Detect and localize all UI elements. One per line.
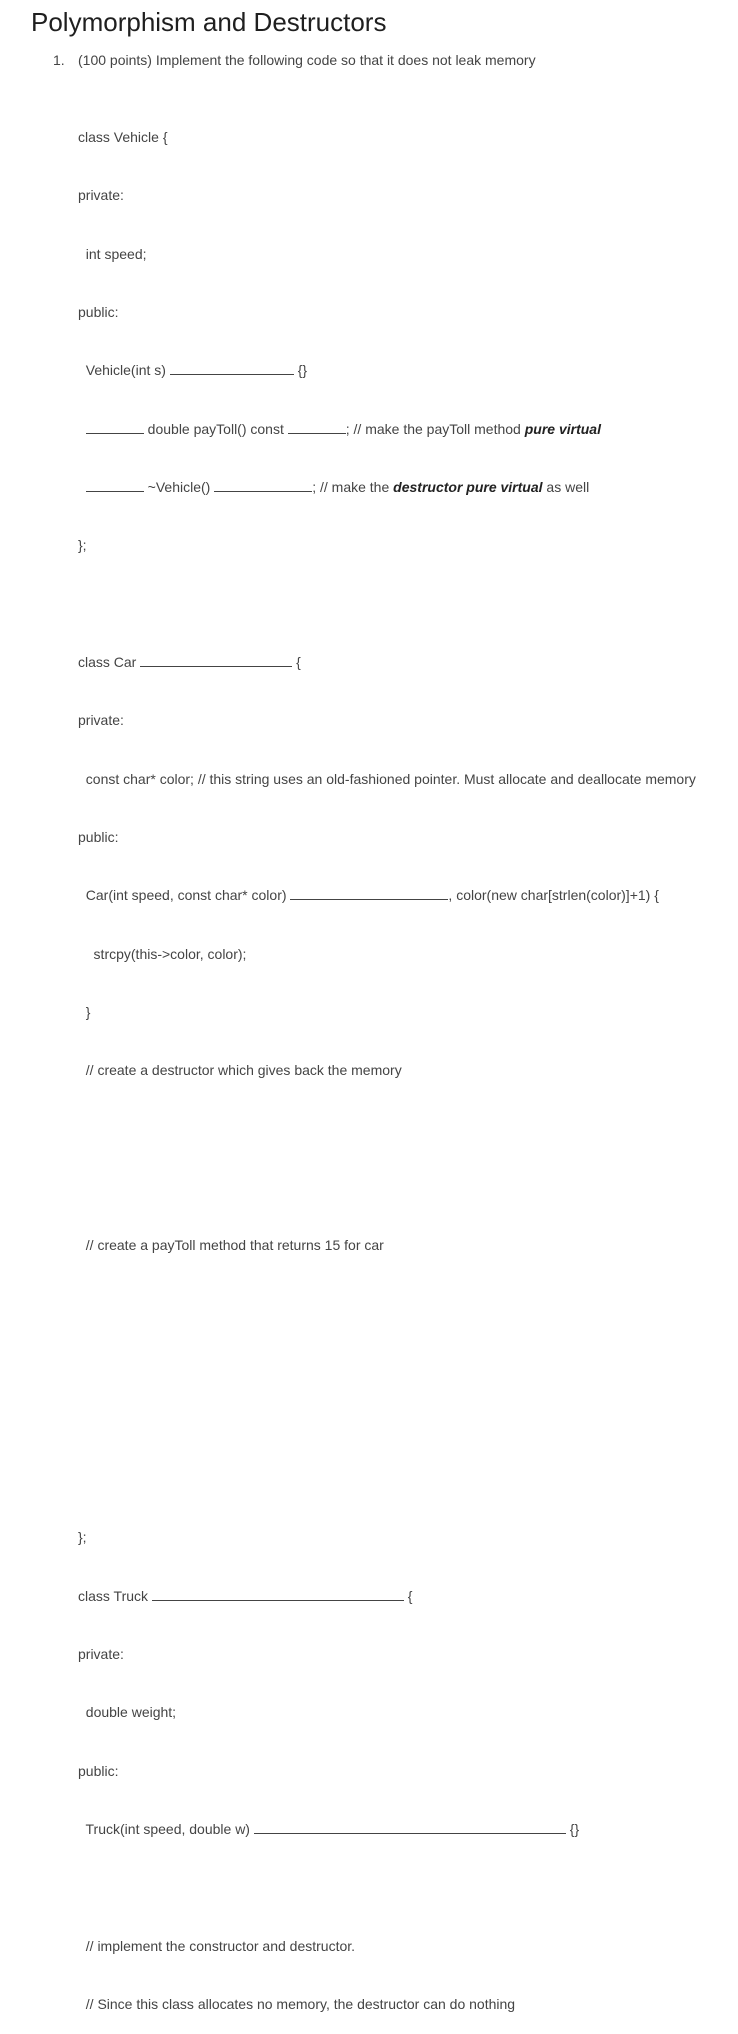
code-line: private: bbox=[78, 712, 124, 729]
code-line-empty bbox=[78, 1411, 696, 1430]
code-line bbox=[78, 1587, 696, 1606]
code-line: class Vehicle { bbox=[78, 128, 168, 145]
code-line: int speed; bbox=[78, 245, 147, 262]
code-text: , color(new char[strlen(color)]+1) { bbox=[448, 887, 659, 904]
code-line bbox=[78, 361, 696, 380]
code-line-empty bbox=[78, 1295, 696, 1314]
answer-blank-paytoll-prefix[interactable] bbox=[86, 420, 144, 434]
code-text: {} bbox=[565, 1820, 580, 1837]
code-text: Vehicle(int s) bbox=[78, 362, 170, 379]
code-text: double payToll() const bbox=[143, 420, 288, 437]
code-text: class Car bbox=[78, 654, 141, 670]
question-text: (100 points) Implement the following code so that it does not leak memory bbox=[78, 52, 536, 68]
code-text: { bbox=[403, 1587, 413, 1604]
code-text: class Truck bbox=[78, 1587, 152, 1604]
code-line: // create a destructor which gives back the memory bbox=[78, 1062, 402, 1079]
answer-blank-truck-inheritance[interactable] bbox=[152, 1587, 404, 1601]
code-line: } bbox=[78, 1004, 91, 1021]
code-line: // create a payToll method that returns 15 for car bbox=[78, 1237, 384, 1254]
code-line-empty bbox=[78, 1470, 696, 1489]
code-text bbox=[78, 479, 86, 495]
question-number: 1. bbox=[53, 52, 65, 68]
code-line-empty bbox=[78, 1353, 696, 1372]
code-block bbox=[78, 89, 696, 2034]
code-line: strcpy(this->color, color); bbox=[78, 945, 247, 962]
answer-blank-car-init[interactable] bbox=[290, 886, 448, 900]
code-text: ; // make the bbox=[312, 478, 394, 495]
code-line bbox=[78, 886, 696, 905]
answer-blank-paytoll-suffix[interactable] bbox=[288, 420, 346, 434]
code-line: private: bbox=[78, 187, 124, 204]
code-line: }; bbox=[78, 537, 87, 554]
answer-blank-destructor-suffix[interactable] bbox=[214, 478, 312, 492]
code-line bbox=[78, 478, 696, 497]
code-text bbox=[78, 421, 86, 437]
code-line-empty bbox=[78, 1878, 696, 1897]
code-text: ~Vehicle() bbox=[143, 478, 215, 495]
answer-blank-truck-init[interactable] bbox=[254, 1820, 566, 1834]
code-line: }; bbox=[78, 1529, 87, 1546]
code-line bbox=[78, 420, 696, 439]
code-line: private: bbox=[78, 1645, 124, 1662]
code-text: {} bbox=[293, 362, 308, 379]
emphasis-text: destructor pure virtual bbox=[393, 478, 543, 495]
code-line-empty bbox=[78, 595, 696, 614]
code-text: ; // make the payToll method bbox=[345, 420, 525, 437]
code-line: // implement the constructor and destructor. bbox=[78, 1937, 356, 1954]
emphasis-text: pure virtual bbox=[524, 420, 601, 437]
code-line-empty bbox=[78, 1178, 696, 1197]
code-text: Car(int speed, const char* color) bbox=[78, 887, 291, 904]
code-line: public: bbox=[78, 303, 119, 320]
code-line: double weight; bbox=[78, 1704, 177, 1721]
code-line bbox=[78, 653, 696, 672]
code-line: // Since this class allocates no memory, the destructor can do nothing bbox=[78, 1995, 516, 2012]
code-line: public: bbox=[78, 1762, 119, 1779]
code-text: as well bbox=[542, 478, 590, 495]
page-title: Polymorphism and Destructors bbox=[31, 7, 387, 37]
answer-blank-car-inheritance[interactable] bbox=[140, 653, 292, 667]
code-text: { bbox=[292, 654, 301, 670]
code-line: public: bbox=[78, 829, 119, 846]
answer-blank-vehicle-init[interactable] bbox=[170, 361, 294, 375]
code-line: const char* color; // this string uses an old-fashioned pointer. Must allocate and deallocate memory bbox=[78, 770, 696, 787]
answer-blank-destructor-prefix[interactable] bbox=[86, 478, 144, 492]
code-line-empty bbox=[78, 1120, 696, 1139]
code-line bbox=[78, 1820, 696, 1839]
code-text: Truck(int speed, double w) bbox=[78, 1820, 254, 1837]
